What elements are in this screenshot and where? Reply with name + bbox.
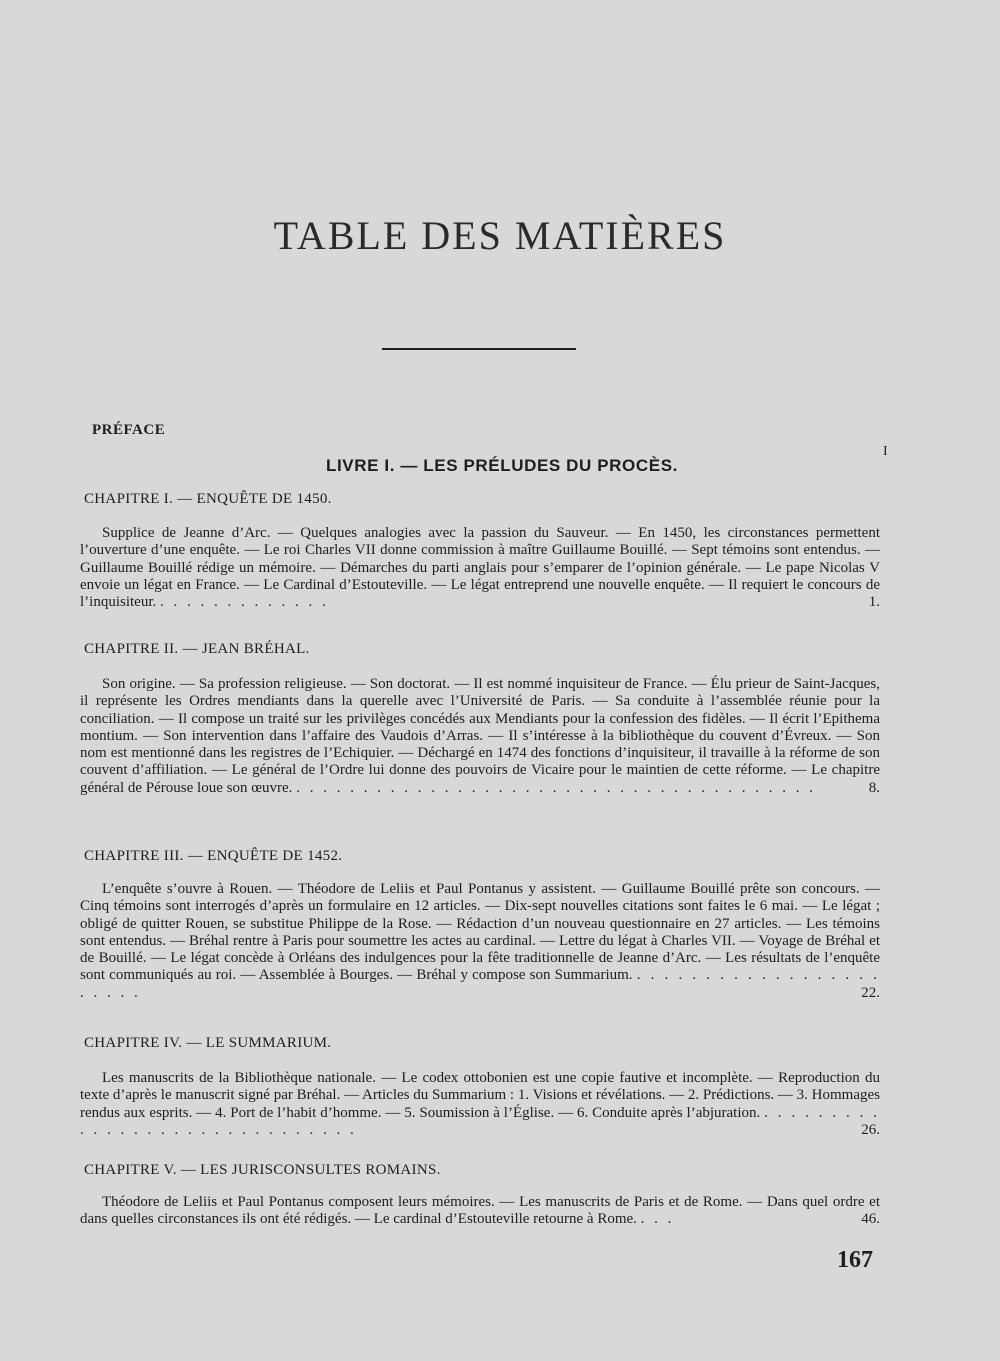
title-rule	[382, 348, 576, 350]
dot-leader: . . . . . . . . . . . . . . . . . . . . . . . . . . . . . .	[80, 1104, 881, 1138]
chapter-page: 22.	[861, 984, 880, 1001]
dot-leader: . . . . . . . . . . . . . . . . . . . . . . . . . . . . . . . . . . . . . . .	[296, 779, 816, 796]
chapter-page: 26.	[861, 1121, 880, 1138]
chapter-heading-1: CHAPITRE I. — ENQUÊTE DE 1450.	[84, 491, 332, 507]
chapter-summary-5	[80, 1194, 880, 1229]
chapter-summary-3	[80, 881, 880, 1002]
dot-leader: . . . . . . . . . . . . . . . . . . . . . . .	[80, 967, 881, 1001]
dot-leader: . . .	[640, 1211, 675, 1228]
chapter-heading-5: CHAPITRE V. — LES JURISCONSULTES ROMAINS.	[84, 1162, 441, 1178]
chapter-summary-2	[80, 676, 880, 797]
page-number: 167	[837, 1247, 873, 1273]
chapter-page: 46.	[861, 1211, 880, 1228]
page-title: TABLE DES MATIÈRES	[273, 213, 727, 258]
chapter-summary-text: L’enquête s’ouvre à Rouen. — Théodore de Leliis et Paul Pontanus y assistent. — Guillaume Bouillé prête son concours. — Cinq témoins sont interrogés d’après un formulaire en 12 articles. — Dix-sept nouvelles citations sont faites le 6 mai. — Le légat ; obligé de quitter Rouen, se substitue Philippe de la Rose. — Rédaction d’un nouveau questionnaire en 27 articles. — Les témoins sont entendus. — Bréhal rentre à Paris pour soumettre les actes au cardinal. — Lettre du légat à Charles VII. — Voyage de Bréhal et de Bouillé. — Le légat concède à Orléans des indulgences pour la fête traditionnelle de Jeanne d’Arc. — Les résultats de l’enquête sont communiqués au roi. — Assemblée à Bourges. — Bréhal y compose son Summarium.	[80, 881, 880, 984]
chapter-summary-text: Les manuscrits de la Bibliothèque nationale. — Le codex ottobonien est une copie fautive et incomplète. — Reproduction du texte d’après le manuscrit signé par Bréhal. — Articles du Summarium : 1. Visions et révélations. — 2. Prédictions. — 3. Hommages rendus aux esprits. — 4. Port de l’habit d’homme. — 5. Soumission à l’Église. — 6. Conduite après l’abjuration.	[80, 1070, 880, 1121]
chapter-heading-4: CHAPITRE IV. — LE SUMMARIUM.	[84, 1035, 332, 1051]
preface-page: I	[883, 444, 888, 459]
preface-label: PRÉFACE	[92, 422, 166, 438]
chapter-summary-4	[80, 1070, 880, 1139]
chapter-page: 1.	[868, 594, 880, 611]
chapter-summary-text: Théodore de Leliis et Paul Pontanus composent leurs mémoires. — Les manuscrits de Paris et de Rome. — Dans quel ordre et dans quelles circonstances ils ont été rédigés. — Le cardinal d’Estouteville retourne à Rome.	[80, 1194, 880, 1228]
chapter-heading-2: CHAPITRE II. — JEAN BRÉHAL.	[84, 641, 310, 657]
chapter-summary-1	[80, 525, 880, 611]
livre-heading: LIVRE I. — LES PRÉLUDES DU PROCÈS.	[326, 456, 678, 475]
chapter-heading-3: CHAPITRE III. — ENQUÊTE DE 1452.	[84, 848, 343, 864]
chapter-summary-text: Son origine. — Sa profession religieuse. — Son doctorat. — Il est nommé inquisiteur de France. — Élu prieur de Saint-Jacques, il représente les Ordres mendiants dans la querelle avec l’Université de Paris. — Sa conduite à l’assemblée réunie pour la conciliation. — Il compose un traité sur les privilèges concédés aux Mendiants pour la confession des fidèles. — Il écrit l’Epithema montium. — Son intervention dans l’affaire des Vaudois d’Arras. — Il s’intéresse à la bibliothèque du couvent d’Évreux. — Son nom est mentionné dans les registres de l’Echiquier. — Déchargé en 1474 des fonctions d’inquisiteur, il travaille à la réforme de son couvent d’affiliation. — Le général de l’Ordre lui donne des pouvoirs de Vicaire pour le maintien de cette réforme. — Le chapitre général de Pérouse loue son œuvre.	[80, 676, 880, 796]
chapter-summary-text: Supplice de Jeanne d’Arc. — Quelques analogies avec la passion du Sauveur. — En 1450, les circonstances permettent l’ouverture d’une enquête. — Le roi Charles VII donne commission à maître Guillaume Bouillé. — Sept témoins sont entendus. — Guillaume Bouillé rédige un mémoire. — Démarches du parti anglais pour s’emparer de l’opinion générale. — Le pape Nicolas V envoie un légat en France. — Le Cardinal d’Estouteville. — Le légat entreprend une nouvelle enquête. — Il requiert le concours de l’inquisiteur.	[80, 525, 880, 611]
chapter-page: 8.	[868, 779, 880, 796]
dot-leader: . . . . . . . . . . . . .	[160, 594, 329, 611]
